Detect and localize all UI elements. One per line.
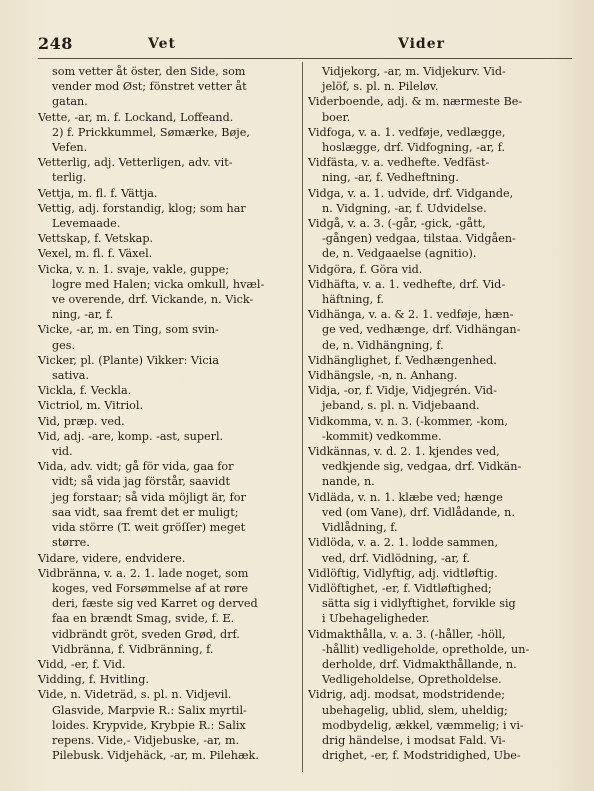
running-header: [38, 34, 572, 56]
text-line: deri, fæste sig ved Karret og derved: [52, 597, 258, 611]
text-line: vid.: [52, 445, 73, 459]
text-line: Vidkomma, v. n. 3. (-kommer, -kom,: [308, 414, 508, 428]
text-line: Vidding, f. Hvitling.: [38, 673, 149, 687]
text-line: Vidlådning, f.: [322, 521, 398, 535]
right-column: [308, 64, 578, 763]
text-line: Vidhänglighet, f. Vedhængenhed.: [308, 353, 497, 367]
text-line: Vidja, -or, f. Vidje, Vidjegrén. Vid-: [308, 384, 497, 398]
text-line: Vidare, videre, endvidere.: [38, 551, 186, 565]
page-number: 248: [38, 34, 73, 53]
text-line: vidt; så vida jag förstår, saavidt: [52, 475, 230, 489]
text-line: jelöf, s. pl. n. Pileløv.: [322, 80, 439, 94]
text-line: Vedligeholdelse, Opretholdelse.: [322, 673, 502, 687]
text-line: drig händelse, i modsat Fald. Vi-: [322, 733, 506, 747]
text-line: Vidfoga, v. a. 1. vedføje, vedlægge,: [308, 125, 506, 139]
text-line: Levemaade.: [52, 217, 121, 231]
text-line: Vidhängsle, -n, n. Anhang.: [308, 369, 458, 383]
text-line: Pilebusk. Vidjehäck, -ar, m. Pilehæk.: [52, 749, 259, 763]
text-line: gatan.: [52, 95, 88, 109]
text-line: faa en brændt Smag, svide, f. E.: [52, 612, 235, 626]
text-line: terlig.: [52, 171, 87, 185]
text-line: som vetter åt öster, den Side, som: [52, 65, 246, 78]
text-line: Vickla, f. Veckla.: [38, 384, 132, 398]
text-line: Vettja, m. fl. f. Vättja.: [38, 186, 158, 200]
text-line: Vidd, -er, f. Vid.: [38, 657, 126, 671]
text-line: saa vidt, saa fremt det er muligt;: [52, 505, 239, 519]
text-line: vidbrändt gröt, sveden Grød, drf.: [52, 627, 240, 641]
guide-word-right: Vider: [398, 36, 446, 52]
text-line: Vidhänga, v. a. & 2. 1. vedføje, hæn-: [308, 308, 514, 322]
text-line: ved (om Vane), drf. Vidlådande, n.: [322, 505, 515, 519]
text-line: Vida, adv. vidt; gå för vida, gaa for: [38, 460, 234, 474]
text-line: Vicker, pl. (Plante) Vikker: Vicia: [38, 353, 219, 367]
text-line: Vidläda, v. n. 1. klæbe ved; hænge: [308, 490, 503, 504]
text-line: Vidga, v. a. 1. udvide, drf. Vidgande,: [308, 186, 514, 200]
text-line: Vidgå, v. a. 3. (-går, -gick, -gått,: [308, 217, 486, 231]
text-line: Vidkännas, v. d. 2. 1. kjendes ved,: [308, 445, 500, 459]
text-line: Vidfästa, v. a. vedhefte. Vedfäst-: [308, 156, 490, 170]
text-line: Vettig, adj. forstandig, klog; som har: [38, 201, 246, 215]
text-line: jeband, s. pl. n. Vidjebaand.: [322, 399, 480, 413]
text-line: ve overende, drf. Vickande, n. Vick-: [52, 293, 254, 307]
text-line: vender mod Øst; fönstret vetter åt: [52, 80, 247, 94]
text-line: -hållit) vedligeholde, opretholde, un-: [322, 642, 530, 656]
text-line: -kommit) vedkomme.: [322, 429, 442, 443]
text-line: loides. Krypvide, Krybpie R.: Salix: [52, 718, 246, 732]
text-line: de, n. Vidhängning, f.: [322, 338, 444, 352]
text-line: Glasvide, Marpvie R.: Salix myrtil-: [52, 703, 247, 717]
text-line: Vefen.: [52, 141, 88, 155]
text-line: Vidlöda, v. a. 2. 1. lodde sammen,: [308, 536, 499, 550]
text-line: Vid, adj. -are, komp. -ast, superl.: [38, 429, 224, 443]
text-line: ges.: [52, 338, 76, 352]
text-line: sätta sig i vidlyftighet, forvikle sig: [322, 597, 516, 611]
text-line: vedkjende sig, vedgaa, drf. Vidkän-: [322, 460, 522, 474]
text-line: vida större (T. weit gröſſer) meget: [52, 521, 246, 535]
text-line: Vicka, v. n. 1. svaje, vakle, guppe;: [38, 262, 230, 276]
guide-word-left: Vet: [148, 36, 176, 52]
text-line: -gången) vedgaa, tilstaa. Vidgåen-: [322, 232, 516, 246]
column-divider: [302, 62, 303, 772]
text-line: ning, -ar, f.: [52, 308, 114, 322]
text-line: ved, drf. Vidlödning, -ar, f.: [322, 551, 470, 565]
text-line: Vidmakthålla, v. a. 3. (-håller, -höll,: [308, 627, 506, 641]
text-line: Vidlöftighet, -er, f. Vidtløftighed;: [308, 581, 492, 595]
text-line: Vidhäfta, v. a. 1. vedhefte, drf. Vid-: [308, 277, 506, 291]
text-line: n. Vidgning, -ar, f. Udvidelse.: [322, 201, 487, 215]
text-line: Vidbränna, v. a. 2. 1. lade noget, som: [38, 566, 249, 580]
text-line: Vidbränna, f. Vidbränning, f.: [52, 642, 214, 656]
text-line: koges, ved Forsømmelse af at røre: [52, 581, 248, 595]
text-line: 2) f. Prickkummel, Sømærke, Bøje,: [52, 125, 250, 139]
text-line: hoslægge, drf. Vidfogning, -ar, f.: [322, 141, 506, 155]
text-line: Vette, -ar, m. f. Lockand, Loffeand.: [38, 110, 234, 124]
text-line: Vide, n. Videträd, s. pl. n. Vidjevil.: [38, 688, 232, 702]
text-line: modbydelig, ækkel, væmmelig; i vi-: [322, 718, 524, 732]
text-line: Vidlöftig, Vidlyftig, adj. vidtløftig.: [308, 566, 498, 580]
text-line: ubehagelig, ublid, slem, uheldig;: [322, 703, 508, 717]
text-line: derholde, drf. Vidmakthållande, n.: [322, 657, 517, 671]
text-line: häftning, f.: [322, 293, 385, 307]
text-line: Vidrig, adj. modsat, modstridende;: [308, 688, 505, 702]
text-line: større.: [52, 536, 90, 550]
left-column: [38, 64, 300, 763]
text-line: repens. Vide,- Vidjebuske, -ar, m.: [52, 733, 240, 747]
text-line: Viderboende, adj. & m. nærmeste Be-: [308, 95, 523, 109]
text-line: drighet, -er, f. Modstridighed, Ube-: [322, 749, 521, 763]
text-line: nande, n.: [322, 475, 375, 489]
text-line: ge ved, vedhænge, drf. Vidhängan-: [322, 323, 521, 337]
text-line: Vettskap, f. Vetskap.: [38, 232, 154, 246]
text-line: Vidjekorg, -ar, m. Vidjekurv. Vid-: [322, 65, 506, 78]
header-rule: [38, 58, 572, 59]
text-line: ning, -ar, f. Vedheftning.: [322, 171, 459, 185]
text-line: i Ubehageligheder.: [322, 612, 430, 626]
text-line: Vidgöra, f. Göra vid.: [308, 262, 423, 276]
text-line: boer.: [322, 110, 351, 124]
text-line: Vid, præp. ved.: [38, 414, 125, 428]
text-line: Vicke, -ar, m. en Ting, som svin-: [38, 323, 219, 337]
text-line: sativa.: [52, 369, 90, 383]
text-line: de, n. Vedgaaelse (agnitio).: [322, 247, 477, 261]
text-line: Vexel, m. fl. f. Växel.: [38, 247, 153, 261]
text-line: Victriol, m. Vitriol.: [38, 399, 144, 413]
text-line: logre med Halen; vicka omkull, hvæl-: [52, 277, 265, 291]
text-line: jeg forstaar; så vida möjligt är, for: [52, 490, 246, 504]
text-line: Vetterlig, adj. Vetterligen, adv. vit-: [38, 156, 233, 170]
